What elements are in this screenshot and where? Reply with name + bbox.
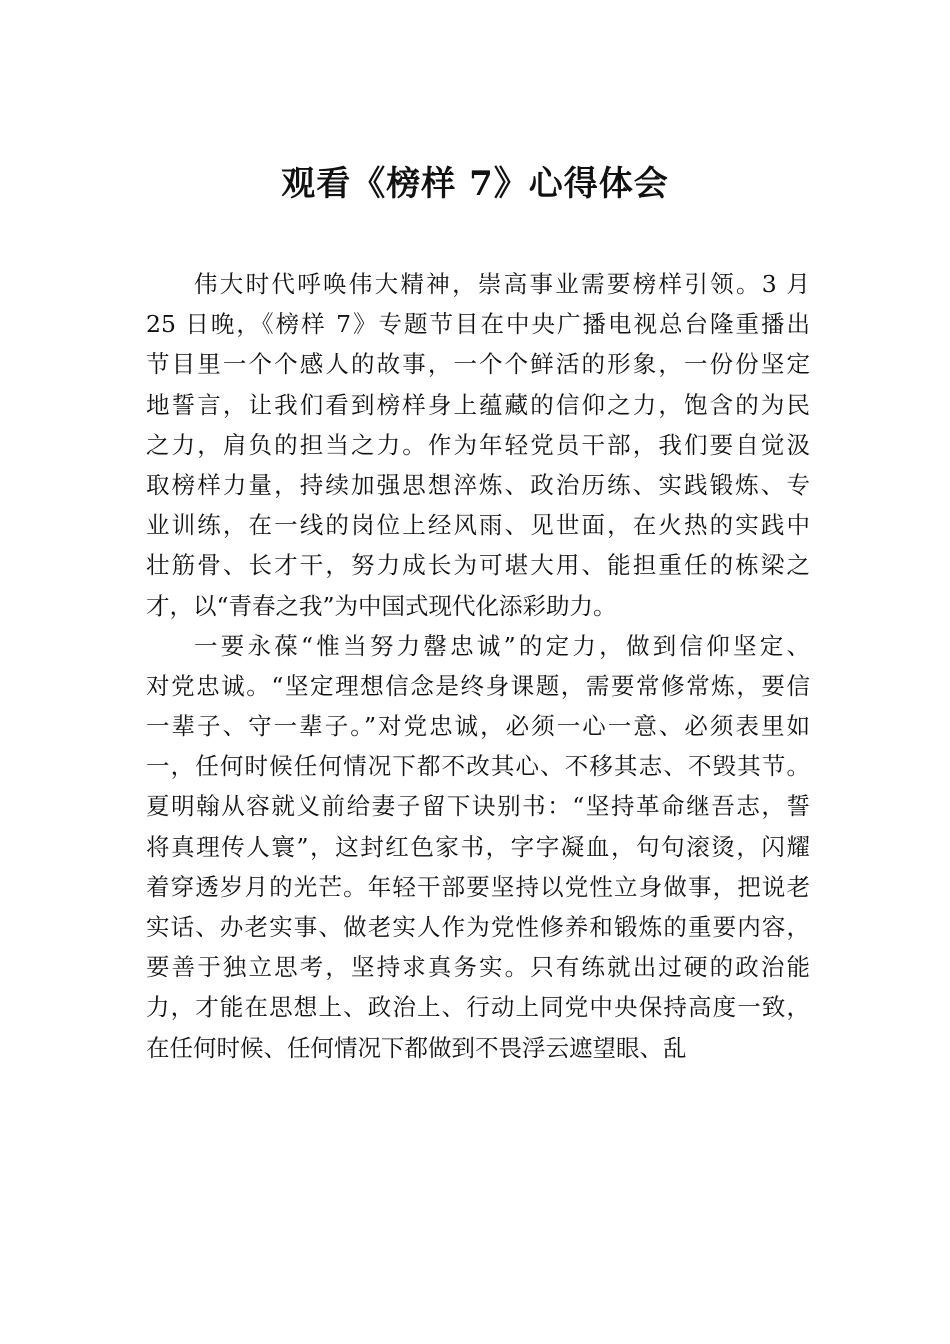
text-line: 伟大时代呼唤伟大精神，崇高事业需要榜样引领。3 月	[194, 270, 810, 298]
text-line: 一，任何时候任何情况下都不改其心、不移其志、不毁其节。	[146, 752, 810, 781]
document-body	[146, 264, 810, 1068]
text-line: 在任何时候、任何情况下都做到不畏浮云遮望眼、乱	[146, 1033, 687, 1062]
text-line: 地誓言，让我们看到榜样身上蕴藏的信仰之力，饱含的为民	[146, 390, 810, 419]
text-line: 要善于独立思考，坚持求真务实。只有练就出过硬的政治能	[146, 953, 810, 982]
text-line: 壮筋骨、长才干，努力成长为可堪大用、能担重任的栋梁之	[146, 551, 810, 580]
text-line: 将真理传人寰”，这封红色家书，字字凝血，句句滚烫，闪耀	[146, 832, 810, 861]
text-line: 对党忠诚。“坚定理想信念是终身课题，需要常修常炼，要信	[146, 671, 810, 700]
text-line: 才，以“青春之我”为中国式现代化添彩助力。	[146, 591, 617, 620]
text-line: 一辈子、守一辈子。”对党忠诚，必须一心一意、必须表里如	[146, 712, 810, 741]
text-line: 取榜样力量，持续加强思想淬炼、政治历练、实践锻炼、专	[146, 470, 810, 499]
document-title: 观看《榜样 7》心得体会	[281, 164, 669, 204]
text-line: 之力，肩负的担当之力。作为年轻党员干部，我们要自觉汲	[146, 430, 810, 459]
text-line: 25 日晚，《榜样 7》专题节目在中央广播电视总台隆重播出	[146, 310, 810, 339]
text-line: 力，才能在思想上、政治上、行动上同党中央保持高度一致，	[146, 993, 810, 1022]
text-line: 节目里一个个感人的故事，一个个鲜活的形象，一份份坚定	[146, 350, 810, 379]
text-line: 业训练，在一线的岗位上经风雨、见世面，在火热的实践中	[146, 511, 810, 540]
text-line: 着穿透岁月的光芒。年轻干部要坚持以党性立身做事，把说老	[146, 872, 810, 901]
text-line: 实话、办老实事、做老实人作为党性修养和锻炼的重要内容，	[146, 913, 810, 941]
text-line: 夏明翰从容就义前给妻子留下诀别书：“坚持革命继吾志，誓	[146, 792, 810, 821]
text-line: 一要永葆“惟当努力罄忠诚”的定力，做到信仰坚定、	[194, 631, 810, 660]
